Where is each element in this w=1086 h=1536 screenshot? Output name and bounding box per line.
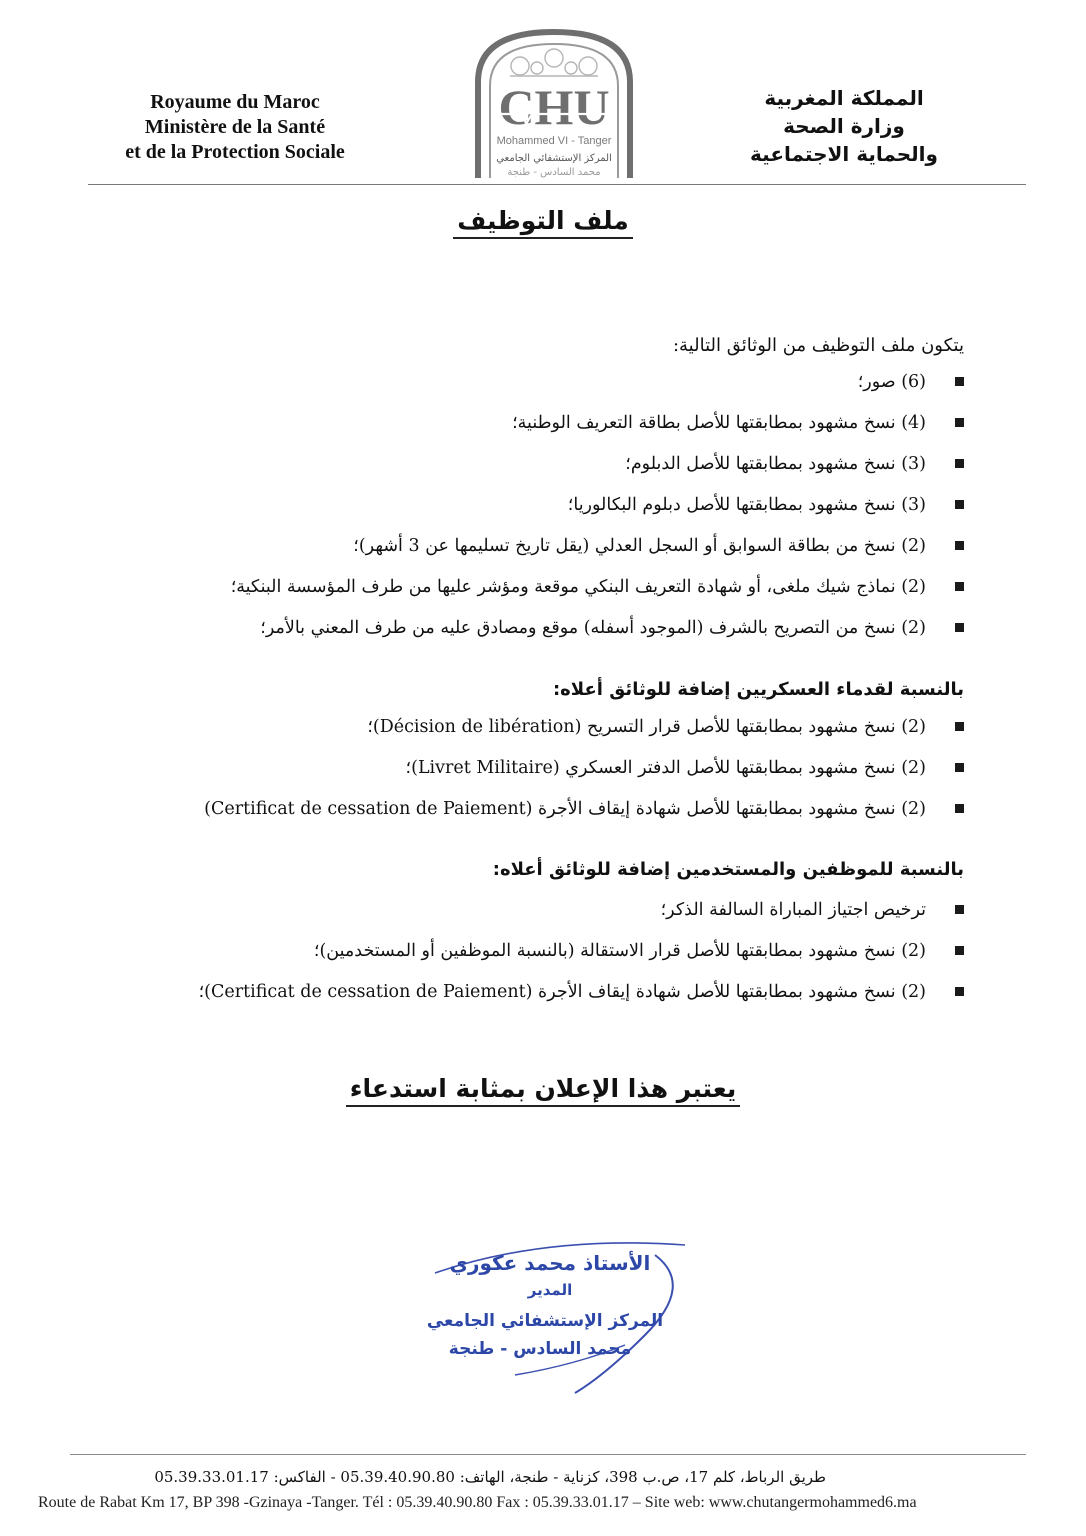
list-item: (2) نسخ مشهود بمطابقتها للأصل شهادة إيقاف الأجرة (Certificat de cessation de Paiement) bbox=[46, 795, 926, 823]
header-fr-line: et de la Protection Sociale bbox=[125, 141, 345, 163]
list-item: (2) نسخ من بطاقة السوابق أو السجل العدلي (يقل تاريخ تسليمها عن 3 أشهر)؛ bbox=[46, 532, 926, 560]
list-item: (4) نسخ مشهود بمطابقتها للأصل بطاقة التعريف الوطنية؛ bbox=[46, 409, 926, 437]
bullet-icon bbox=[955, 500, 964, 509]
employees-documents-list bbox=[46, 896, 926, 1006]
general-documents-list bbox=[46, 368, 926, 642]
list-item: (3) نسخ مشهود بمطابقتها للأصل الدبلوم؛ bbox=[46, 450, 926, 478]
header-divider bbox=[88, 184, 1026, 185]
header-arabic bbox=[694, 84, 994, 168]
bullet-icon bbox=[955, 722, 964, 731]
list-item: (6) صور؛ bbox=[46, 368, 926, 396]
logo-subtitle: Mohammed VI - Tanger bbox=[496, 135, 612, 147]
logo-name: CHU bbox=[498, 79, 610, 135]
header-ar-line: المملكة المغربية bbox=[764, 86, 924, 110]
header-fr-line: Ministère de la Santé bbox=[144, 116, 326, 138]
bullet-icon bbox=[955, 418, 964, 427]
section-military-heading: بالنسبة لقدماء العسكريين إضافة للوثائق أعلاه: bbox=[552, 679, 964, 700]
list-item: (2) نسخ مشهود بمطابقتها للأصل قرار التسريح (Décision de libération)؛ bbox=[46, 713, 926, 741]
header-fr-line: Royaume du Maroc bbox=[150, 91, 320, 113]
stamp-line: محمد السادس - طنجة bbox=[448, 1339, 632, 1359]
section-employees-heading: بالنسبة للموظفين والمستخدمين إضافة للوثائق أعلاه: bbox=[492, 859, 964, 880]
bullet-icon bbox=[955, 582, 964, 591]
stamp-line: المدير bbox=[527, 1281, 573, 1299]
bullet-icon bbox=[955, 541, 964, 550]
logo-ar-line1: المركز الإستشفائي الجامعي bbox=[496, 153, 612, 164]
footer-arabic-address: طريق الرباط، كلم 17، ص.ب 398، كزناية - طنجة، الهاتف: 05.39.40.90.80 - الفاكس: 05.39.33.01.17 bbox=[154, 1468, 826, 1486]
footer-french-address: Route de Rabat Km 17, BP 398 -Gzinaya -Tanger. Tél : 05.39.40.90.80 Fax : 05.39.33.01.17 – Site web: www.chutangermohammed6.ma bbox=[38, 1494, 917, 1511]
bullet-icon bbox=[955, 459, 964, 468]
document-title: ملف التوظيف bbox=[0, 206, 1086, 235]
military-documents-list bbox=[46, 713, 926, 823]
stamp-line: الأستاذ محمد عكوري bbox=[449, 1251, 651, 1275]
footer-divider bbox=[70, 1454, 1026, 1455]
intro-text: يتكون ملف التوظيف من الوثائق التالية: bbox=[672, 335, 964, 356]
logo-ar-line2: محمد السادس - طنجة bbox=[507, 167, 601, 178]
chu-logo bbox=[470, 28, 638, 184]
list-item: (2) نسخ مشهود بمطابقتها للأصل قرار الاستقالة (بالنسبة الموظفين أو المستخدمين)؛ bbox=[46, 937, 926, 965]
list-item: (2) نماذج شيك ملغى، أو شهادة التعريف البنكي موقعة ومؤشر عليها من طرف المؤسسة البنكية؛ bbox=[46, 573, 926, 601]
list-item: (3) نسخ مشهود بمطابقتها للأصل دبلوم البكالوريا؛ bbox=[46, 491, 926, 519]
convocation-notice: يعتبر هذا الإعلان بمثابة استدعاء bbox=[0, 1074, 1086, 1103]
stamp-line: المركز الإستشفائي الجامعي bbox=[426, 1311, 664, 1331]
bullet-icon bbox=[955, 987, 964, 996]
list-item: (2) نسخ من التصريح بالشرف (الموجود أسفله) موقع ومصادق عليه من طرف المعني بالأمر؛ bbox=[46, 614, 926, 642]
bullet-icon bbox=[955, 804, 964, 813]
header-ar-line: وزارة الصحة bbox=[783, 114, 905, 138]
header-french bbox=[60, 90, 410, 165]
bullet-icon bbox=[955, 946, 964, 955]
header-ar-line: والحماية الاجتماعية bbox=[750, 142, 938, 166]
bullet-icon bbox=[955, 763, 964, 772]
list-item: (2) نسخ مشهود بمطابقتها للأصل الدفتر العسكري (Livret Militaire)؛ bbox=[46, 754, 926, 782]
list-item: ترخيص اجتياز المباراة السالفة الذكر؛ bbox=[46, 896, 926, 924]
bullet-icon bbox=[955, 623, 964, 632]
bullet-icon bbox=[955, 905, 964, 914]
director-stamp bbox=[395, 1225, 725, 1405]
list-item: (2) نسخ مشهود بمطابقتها للأصل شهادة إيقاف الأجرة (Certificat de cessation de Paiement)؛ bbox=[46, 978, 926, 1006]
bullet-icon bbox=[955, 377, 964, 386]
